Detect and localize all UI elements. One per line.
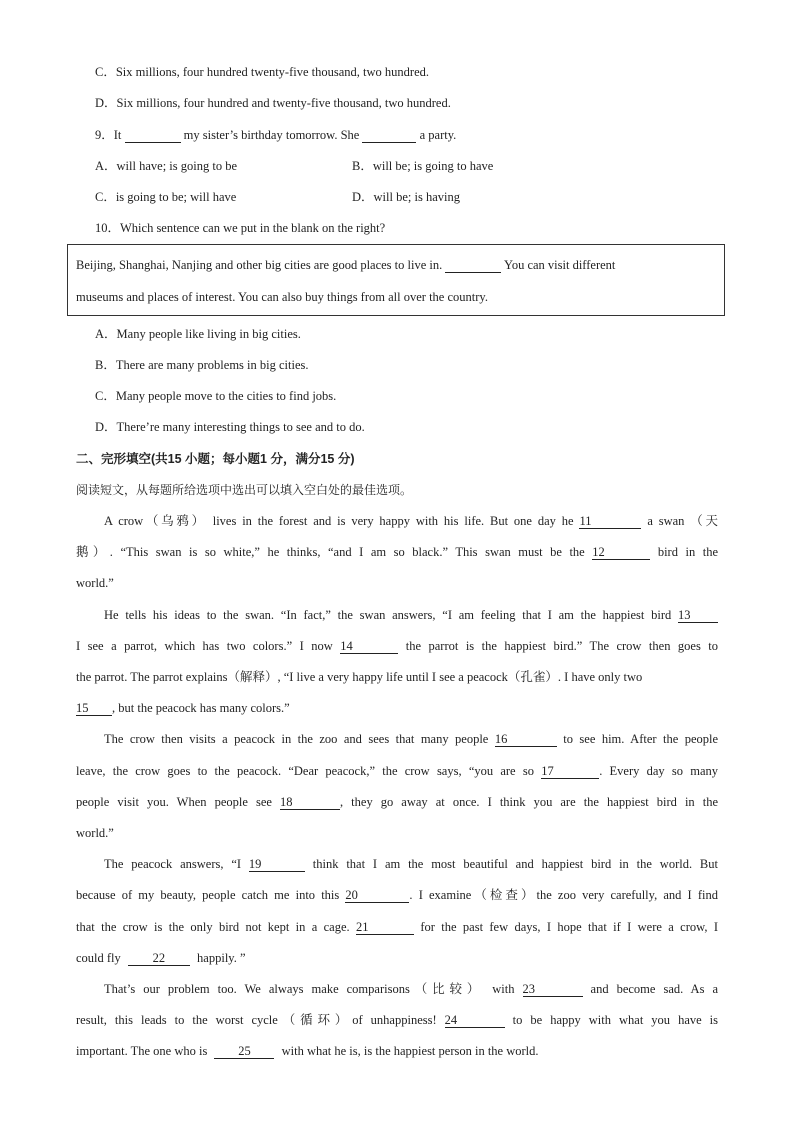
q10-stem: 10．Which sentence can we put in the blank on the right? [95, 221, 386, 235]
q9-text-2: my sister’s birthday tomorrow. She [183, 128, 360, 142]
section-instruction: 阅读短文，从每题所给选项中选出可以填入空白处的最佳选项。 [76, 483, 413, 497]
passage-p3-line-3 [76, 794, 718, 810]
passage-p5-line-1 [76, 981, 718, 997]
blank-23[interactable]: 23 [523, 982, 583, 997]
passage-p3-line-1 [76, 731, 718, 747]
q9-blank-1[interactable] [125, 128, 181, 143]
passage-text: That’s our problem too. We always make comparisons（比较） with [104, 982, 515, 996]
passage-text: think that I am the most beautiful and happiest bird in the world. But [312, 857, 718, 871]
passage-text: people visit you. When people see [76, 795, 272, 809]
passage-text: with what he is, is the happiest person in the world. [281, 1044, 539, 1058]
passage-text: could fly [76, 951, 121, 965]
blank-21[interactable]: 21 [356, 920, 414, 935]
passage-p4-line-3 [76, 919, 718, 935]
passage-p3-line-4: world.” [76, 826, 114, 840]
q10-box-line-2: museums and places of interest. You can also buy things from all over the country. [76, 290, 488, 304]
passage-p1-line-2 [76, 544, 718, 560]
passage-p4-line-4 [76, 950, 246, 966]
blank-22[interactable]: 22 [128, 951, 190, 966]
passage-text: the parrot is the happiest bird.” The crow then goes to [405, 639, 719, 653]
passage-p5-line-2 [76, 1012, 718, 1028]
passage-text: result, this leads to the worst cycle（循环）of unhappiness! [76, 1013, 437, 1027]
passage-p2-line-2 [76, 638, 718, 654]
passage-p1-line-1 [76, 513, 718, 529]
blank-18[interactable]: 18 [280, 795, 340, 810]
blank-20[interactable]: 20 [345, 888, 409, 903]
passage-p3-line-2 [76, 763, 718, 779]
passage-text: , but the peacock has many colors.” [112, 701, 290, 715]
q10-blank[interactable] [445, 258, 501, 273]
passage-p2-line-3: the parrot. The parrot explains（解释）, “I live a very happy life until I see a peacock（孔雀）. I have only two [76, 670, 643, 684]
q9-option-c: C．is going to be; will have [95, 190, 237, 204]
q9-option-a: A．will have; is going to be [95, 159, 237, 173]
blank-13[interactable]: 13 [678, 608, 718, 623]
passage-text: because of my beauty, people catch me into this [76, 888, 340, 902]
section-heading: 二、完形填空(共15 小题；每小题1 分，满分15 分) [76, 452, 355, 466]
passage-text: . Every day so many [599, 764, 719, 778]
q10-option-d: D．There’re many interesting things to see and to do. [95, 420, 365, 434]
q10-option-a: A．Many people like living in big cities. [95, 327, 301, 341]
passage-text: The crow then visits a peacock in the zoo and sees that many people [104, 732, 489, 746]
blank-19[interactable]: 19 [249, 857, 305, 872]
passage-p4-line-2 [76, 887, 718, 903]
passage-text: to see him. After the people [563, 732, 719, 746]
blank-11[interactable]: 11 [579, 514, 641, 529]
q9-text-3: a party. [419, 128, 457, 142]
passage-text: . I examine（检查）the zoo very carefully, and I find [409, 888, 719, 902]
passage-text: leave, the crow goes to the peacock. “Dear peacock,” the crow says, “you are so [76, 764, 534, 778]
passage-text: that the crow is the only bird not kept in a cage. [76, 920, 350, 934]
q9-text-1: It [113, 128, 122, 142]
q9-number: 9． [95, 128, 114, 142]
passage-p5-line-3 [76, 1043, 539, 1059]
passage-p4-line-1 [76, 856, 718, 872]
q9-option-d: D．will be; is having [352, 190, 460, 204]
passage-text: The peacock answers, “I [104, 857, 242, 871]
blank-12[interactable]: 12 [592, 545, 650, 560]
passage-text: to be happy with what you have is [512, 1013, 719, 1027]
q10-box-text-1b: You can visit different [504, 258, 616, 272]
passage-text: He tells his ideas to the swan. “In fact,” the swan answers, “I am feeling that I am the happiest bird [104, 608, 672, 622]
passage-text: bird in the [657, 545, 719, 559]
passage-text: , they go away at once. I think you are the happiest bird in the [339, 795, 718, 809]
passage-text: and become sad. As a [590, 982, 719, 996]
passage-text: A crow（乌鸦） lives in the forest and is very happy with his life. But one day he [104, 514, 574, 528]
q9-stem [95, 127, 456, 143]
passage-text: happily. ” [197, 951, 246, 965]
blank-14[interactable]: 14 [340, 639, 398, 654]
q9-option-b: B．will be; is going to have [352, 159, 494, 173]
passage-text: for the past few days, I hope that if I were a crow, I [420, 920, 719, 934]
q10-box-line-1 [76, 257, 615, 273]
blank-25[interactable]: 25 [214, 1044, 274, 1059]
q10-passage-box [67, 244, 725, 316]
passage-text: 鹅）. “This swan is so white,” he thinks, “and I am so black.” This swan must be the [76, 545, 585, 559]
passage-p2-line-1 [76, 607, 718, 623]
passage-p1-line-3: world.” [76, 576, 114, 590]
q8-option-c: C．Six millions, four hundred twenty-five thousand, two hundred. [95, 65, 429, 79]
blank-17[interactable]: 17 [541, 764, 599, 779]
blank-24[interactable]: 24 [445, 1013, 505, 1028]
q10-option-b: B．There are many problems in big cities. [95, 358, 309, 372]
q9-blank-2[interactable] [362, 128, 416, 143]
q8-option-d: D．Six millions, four hundred and twenty-five thousand, two hundred. [95, 96, 451, 110]
blank-15[interactable]: 15 [76, 701, 112, 716]
passage-p2-line-4 [76, 700, 290, 716]
passage-text: a swan （天 [647, 514, 719, 528]
passage-text: I see a parrot, which has two colors.” I now [76, 639, 333, 653]
q10-box-text-1a: Beijing, Shanghai, Nanjing and other big cities are good places to live in. [76, 258, 443, 272]
blank-16[interactable]: 16 [495, 732, 557, 747]
q10-option-c: C．Many people move to the cities to find jobs. [95, 389, 337, 403]
passage-text: important. The one who is [76, 1044, 208, 1058]
